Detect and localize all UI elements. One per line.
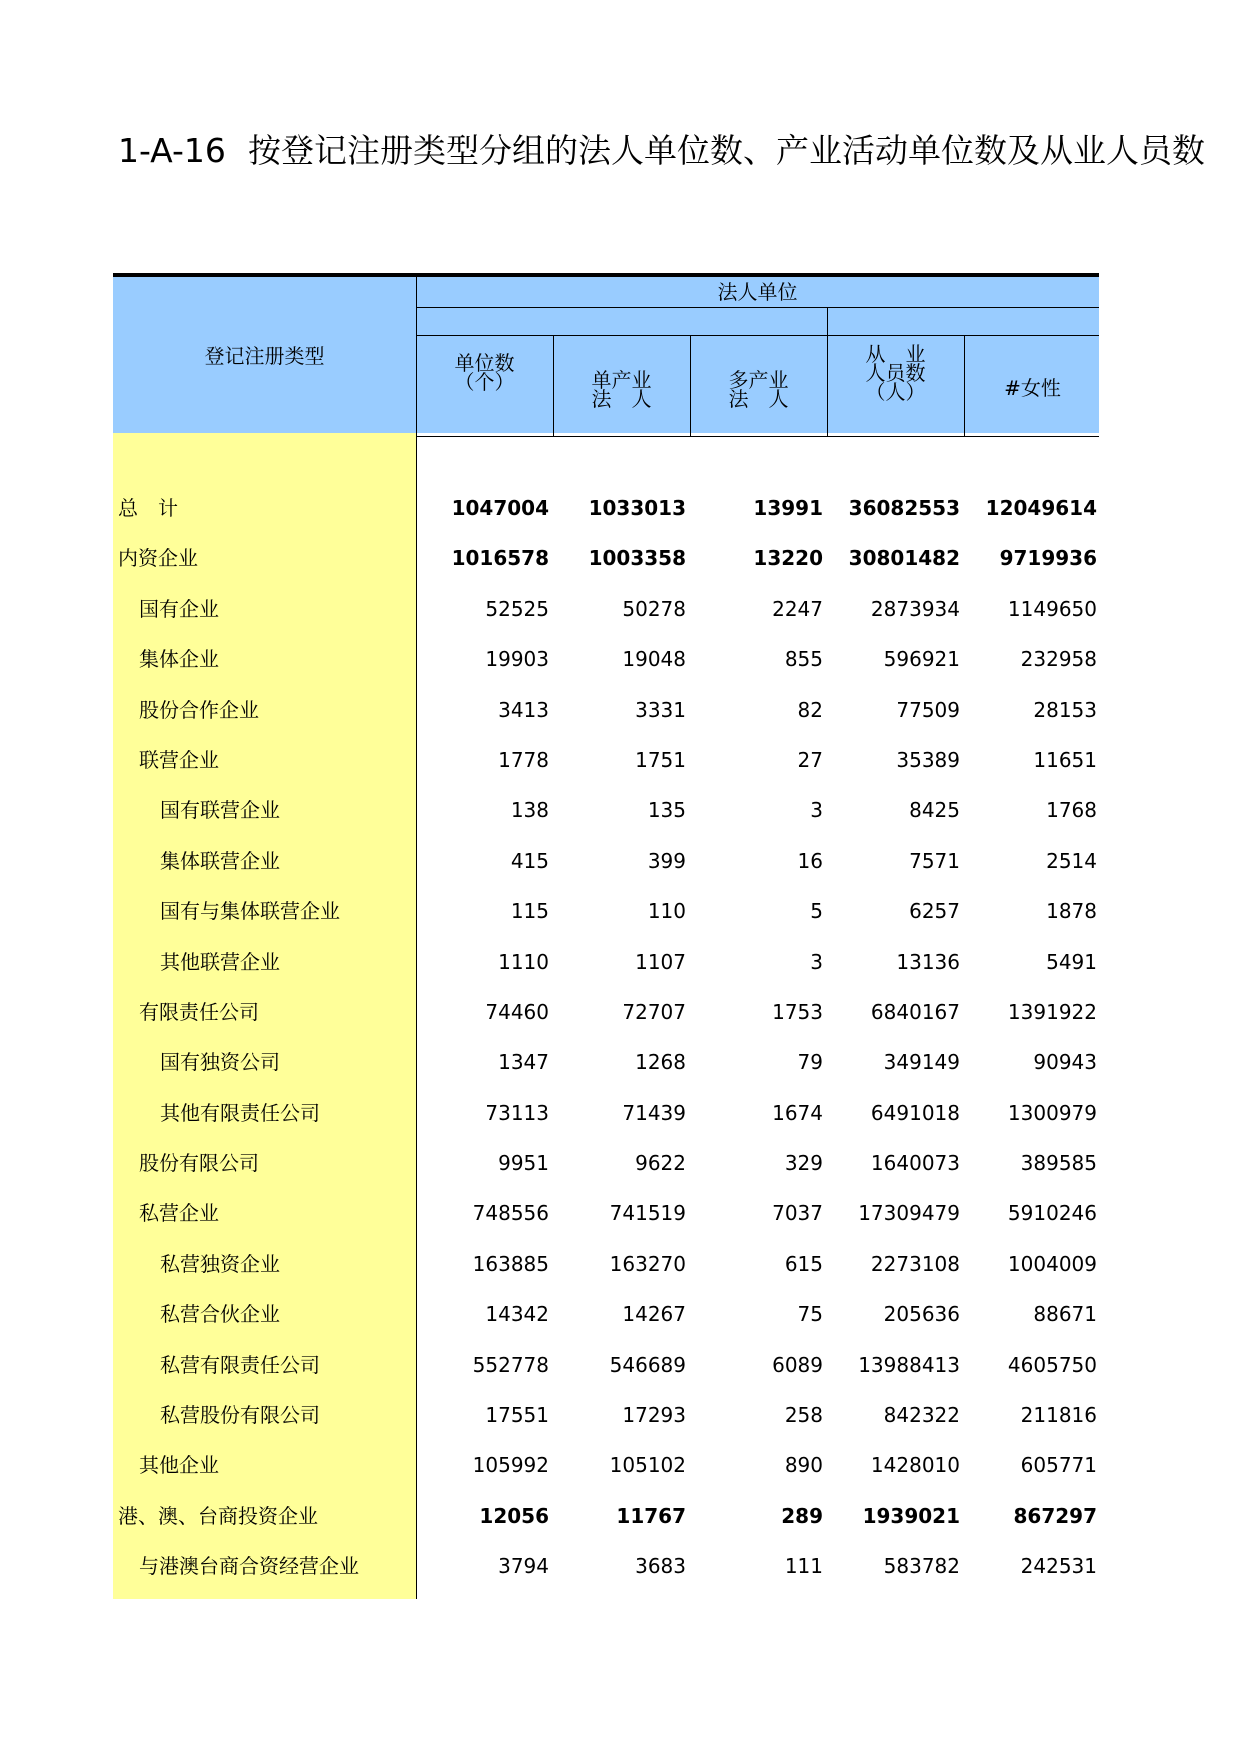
cell-single: 399 bbox=[647, 848, 686, 873]
cell-employees: 35389 bbox=[896, 747, 960, 772]
table-row bbox=[113, 886, 1099, 936]
cell-units: 1047004 bbox=[451, 496, 549, 520]
cell-single: 17293 bbox=[622, 1403, 686, 1428]
cell-employees: 17309479 bbox=[858, 1201, 960, 1226]
cell-multi: 13220 bbox=[753, 546, 823, 571]
table-row bbox=[113, 1037, 1099, 1087]
cell-female: 1300979 bbox=[1007, 1100, 1097, 1125]
cell-multi: 6089 bbox=[772, 1352, 823, 1377]
cell-female: 4605750 bbox=[1007, 1352, 1097, 1377]
cell-single: 110 bbox=[647, 899, 686, 924]
row-label: 私营股份有限公司 bbox=[160, 1403, 320, 1428]
cell-employees: 1428010 bbox=[870, 1453, 960, 1478]
cell-units: 163885 bbox=[472, 1251, 549, 1276]
cell-single: 3331 bbox=[635, 697, 686, 722]
cell-units: 115 bbox=[510, 899, 549, 924]
cell-units: 1778 bbox=[498, 747, 549, 772]
table-row bbox=[113, 1440, 1099, 1490]
cell-employees: 30801482 bbox=[848, 546, 960, 571]
cell-units: 9951 bbox=[498, 1151, 549, 1176]
cell-single: 1033013 bbox=[588, 496, 686, 520]
cell-units: 105992 bbox=[472, 1453, 549, 1478]
cell-female: 88671 bbox=[1033, 1302, 1097, 1327]
table-row bbox=[113, 1088, 1099, 1138]
row-label: 其他有限责任公司 bbox=[160, 1100, 320, 1125]
cell-employees: 6491018 bbox=[870, 1100, 960, 1125]
cell-employees: 2873934 bbox=[870, 596, 960, 621]
cell-employees: 13136 bbox=[896, 949, 960, 974]
cell-female: 1768 bbox=[1046, 798, 1097, 823]
cell-units: 12056 bbox=[479, 1503, 549, 1528]
cell-units: 552778 bbox=[472, 1352, 549, 1377]
cell-units: 1016578 bbox=[451, 546, 549, 571]
cell-female: 5491 bbox=[1046, 949, 1097, 974]
cell-multi: 3 bbox=[810, 949, 823, 974]
col-header-employees: 从 业 人员数 （人） bbox=[865, 342, 926, 404]
table-row bbox=[113, 785, 1099, 835]
cell-employees: 36082553 bbox=[848, 496, 960, 520]
cell-multi: 16 bbox=[797, 848, 823, 873]
cell-employees: 6840167 bbox=[870, 999, 960, 1024]
cell-multi: 5 bbox=[810, 899, 823, 924]
table-row bbox=[113, 533, 1099, 583]
cell-employees: 1939021 bbox=[862, 1503, 960, 1528]
cell-multi: 1674 bbox=[772, 1100, 823, 1125]
table-header bbox=[113, 273, 1099, 433]
cell-units: 3794 bbox=[498, 1554, 549, 1579]
cell-units: 52525 bbox=[485, 596, 549, 621]
cell-multi: 13991 bbox=[753, 496, 823, 520]
cell-units: 138 bbox=[510, 798, 549, 823]
table-row bbox=[113, 937, 1099, 987]
cell-employees: 583782 bbox=[883, 1554, 960, 1579]
row-label: 私营独资企业 bbox=[160, 1251, 280, 1276]
cell-multi: 27 bbox=[797, 747, 823, 772]
cell-multi: 329 bbox=[784, 1151, 823, 1176]
cell-single: 9622 bbox=[635, 1151, 686, 1176]
cell-single: 105102 bbox=[609, 1453, 686, 1478]
cell-multi: 2247 bbox=[772, 596, 823, 621]
cell-multi: 258 bbox=[784, 1403, 823, 1428]
table-row bbox=[113, 1239, 1099, 1289]
table-body bbox=[113, 483, 1099, 1592]
row-label: 国有独资公司 bbox=[160, 1050, 280, 1075]
header-divider bbox=[416, 335, 1099, 336]
cell-single: 50278 bbox=[622, 596, 686, 621]
row-label: 其他联营企业 bbox=[160, 949, 280, 974]
cell-female: 9719936 bbox=[999, 546, 1097, 571]
table-row bbox=[113, 1188, 1099, 1238]
cell-female: 1878 bbox=[1046, 899, 1097, 924]
group-header: 法人单位 bbox=[717, 280, 798, 304]
cell-female: 1391922 bbox=[1007, 999, 1097, 1024]
spreadsheet bbox=[113, 273, 1099, 1599]
cell-female: 389585 bbox=[1020, 1151, 1097, 1176]
row-label: 与港澳台商合资经营企业 bbox=[139, 1554, 359, 1579]
cell-units: 1110 bbox=[498, 949, 549, 974]
row-label: 私营有限责任公司 bbox=[160, 1352, 320, 1377]
table-row bbox=[113, 836, 1099, 886]
cell-single: 135 bbox=[647, 798, 686, 823]
cell-single: 163270 bbox=[609, 1251, 686, 1276]
row-label: 国有与集体联营企业 bbox=[160, 899, 340, 924]
table-row bbox=[113, 1541, 1099, 1591]
cell-multi: 7037 bbox=[772, 1201, 823, 1226]
cell-single: 14267 bbox=[622, 1302, 686, 1327]
cell-female: 2514 bbox=[1046, 848, 1097, 873]
cell-units: 415 bbox=[510, 848, 549, 873]
cell-female: 211816 bbox=[1020, 1403, 1097, 1428]
col-header-female: #女性 bbox=[1004, 376, 1061, 400]
cell-units: 14342 bbox=[485, 1302, 549, 1327]
cell-units: 17551 bbox=[485, 1403, 549, 1428]
cell-single: 1107 bbox=[635, 949, 686, 974]
cell-female: 1004009 bbox=[1007, 1251, 1097, 1276]
cell-single: 72707 bbox=[622, 999, 686, 1024]
cell-multi: 855 bbox=[784, 647, 823, 672]
cell-single: 546689 bbox=[609, 1352, 686, 1377]
row-label: 集体企业 bbox=[139, 647, 219, 672]
table-row bbox=[113, 1390, 1099, 1440]
cell-single: 11767 bbox=[616, 1503, 686, 1528]
cell-multi: 82 bbox=[797, 697, 823, 722]
row-label: 集体联营企业 bbox=[160, 848, 280, 873]
cell-multi: 75 bbox=[797, 1302, 823, 1327]
cell-units: 3413 bbox=[498, 697, 549, 722]
table-code: 1-A-16 bbox=[118, 131, 226, 170]
cell-multi: 1753 bbox=[772, 999, 823, 1024]
table-title-text: 按登记注册类型分组的法人单位数、产业活动单位数及从业人员数 bbox=[247, 131, 1205, 170]
cell-units: 74460 bbox=[485, 999, 549, 1024]
table-row bbox=[113, 1340, 1099, 1390]
cell-multi: 111 bbox=[784, 1554, 823, 1579]
cell-units: 73113 bbox=[485, 1100, 549, 1125]
cell-female: 232958 bbox=[1020, 647, 1097, 672]
cell-employees: 6257 bbox=[909, 899, 960, 924]
cell-single: 3683 bbox=[635, 1554, 686, 1579]
table-row bbox=[113, 735, 1099, 785]
cell-employees: 842322 bbox=[883, 1403, 960, 1428]
cell-employees: 205636 bbox=[883, 1302, 960, 1327]
table-row bbox=[113, 1491, 1099, 1541]
cell-single: 1003358 bbox=[588, 546, 686, 571]
cell-female: 28153 bbox=[1033, 697, 1097, 722]
cell-employees: 596921 bbox=[883, 647, 960, 672]
table-row bbox=[113, 634, 1099, 684]
cell-multi: 615 bbox=[784, 1251, 823, 1276]
cell-multi: 79 bbox=[797, 1050, 823, 1075]
cell-female: 1149650 bbox=[1007, 596, 1097, 621]
cell-single: 1751 bbox=[635, 747, 686, 772]
col-header-multi: 多产业 法 人 bbox=[728, 368, 789, 411]
table-row bbox=[113, 1138, 1099, 1188]
cell-female: 90943 bbox=[1033, 1050, 1097, 1075]
cell-female: 12049614 bbox=[985, 496, 1097, 520]
cell-units: 1347 bbox=[498, 1050, 549, 1075]
cell-single: 19048 bbox=[622, 647, 686, 672]
cell-employees: 2273108 bbox=[870, 1251, 960, 1276]
table-row bbox=[113, 483, 1099, 533]
cell-single: 741519 bbox=[609, 1201, 686, 1226]
cell-female: 5910246 bbox=[1007, 1201, 1097, 1226]
cell-female: 867297 bbox=[1013, 1503, 1097, 1528]
cell-employees: 13988413 bbox=[858, 1352, 960, 1377]
row-label: 内资企业 bbox=[118, 546, 198, 571]
row-label-header: 登记注册类型 bbox=[204, 344, 325, 368]
row-label: 有限责任公司 bbox=[139, 999, 259, 1024]
cell-female: 242531 bbox=[1020, 1554, 1097, 1579]
col-header-units: 单位数 （个） bbox=[454, 351, 515, 394]
cell-employees: 77509 bbox=[896, 697, 960, 722]
header-divider bbox=[416, 307, 1099, 308]
table-row bbox=[113, 584, 1099, 634]
row-label: 联营企业 bbox=[139, 747, 219, 772]
col-header-single: 单产业 法 人 bbox=[591, 368, 652, 411]
row-label: 股份有限公司 bbox=[139, 1151, 259, 1176]
row-label: 国有联营企业 bbox=[160, 798, 280, 823]
cell-single: 1268 bbox=[635, 1050, 686, 1075]
cell-employees: 7571 bbox=[909, 848, 960, 873]
cell-employees: 8425 bbox=[909, 798, 960, 823]
cell-employees: 1640073 bbox=[870, 1151, 960, 1176]
row-label: 私营合伙企业 bbox=[160, 1302, 280, 1327]
table-row bbox=[113, 1289, 1099, 1339]
cell-female: 11651 bbox=[1033, 747, 1097, 772]
row-label: 国有企业 bbox=[139, 596, 219, 621]
cell-units: 19903 bbox=[485, 647, 549, 672]
table-row bbox=[113, 685, 1099, 735]
row-label: 港、澳、台商投资企业 bbox=[118, 1503, 318, 1528]
row-label: 股份合作企业 bbox=[139, 697, 259, 722]
cell-female: 605771 bbox=[1020, 1453, 1097, 1478]
cell-multi: 890 bbox=[784, 1453, 823, 1478]
cell-multi: 3 bbox=[810, 798, 823, 823]
cell-single: 71439 bbox=[622, 1100, 686, 1125]
table-row bbox=[113, 987, 1099, 1037]
cell-multi: 289 bbox=[781, 1503, 823, 1528]
page-title bbox=[118, 126, 1205, 176]
cell-units: 748556 bbox=[472, 1201, 549, 1226]
row-label: 总 计 bbox=[118, 496, 178, 520]
cell-employees: 349149 bbox=[883, 1050, 960, 1075]
row-label: 私营企业 bbox=[139, 1201, 219, 1226]
row-label: 其他企业 bbox=[139, 1453, 219, 1478]
